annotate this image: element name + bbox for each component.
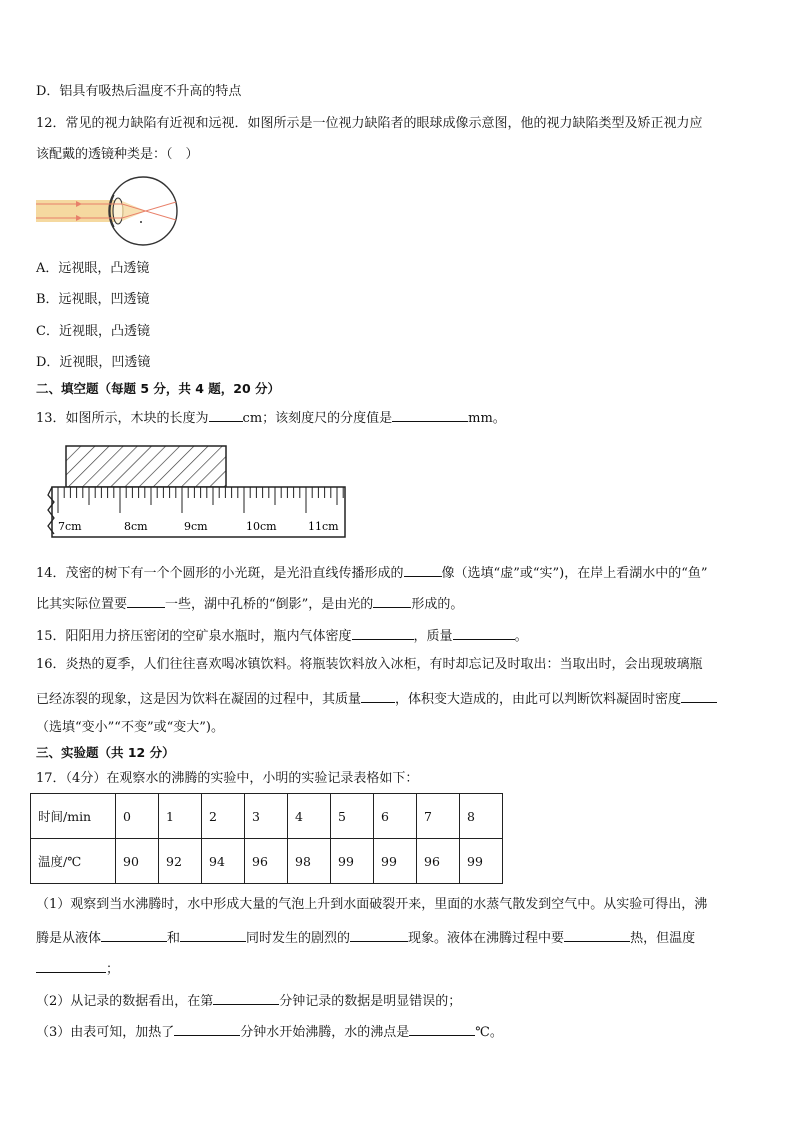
q14-line2 xyxy=(36,594,463,613)
table-cell: 99 xyxy=(374,839,417,884)
ruler-diagram xyxy=(44,440,354,540)
q17-sub1-line3 xyxy=(36,959,119,978)
q16-line2 xyxy=(36,689,717,708)
table-cell: 8 xyxy=(460,794,503,839)
q17-text-5: 热，但温度 xyxy=(630,931,696,946)
table-cell: 92 xyxy=(159,839,202,884)
q17-blank-surface[interactable] xyxy=(101,928,167,942)
q17-sub1-line2 xyxy=(36,928,695,947)
q17-text-2: 和 xyxy=(167,931,181,946)
q17-blank-heat[interactable] xyxy=(564,928,630,942)
q17-blank-wrong-minute[interactable] xyxy=(213,991,279,1005)
q14-blank-phenomenon[interactable] xyxy=(373,594,411,608)
table-cell: 98 xyxy=(288,839,331,884)
q12-option-b: B．远视眼，凹透镜 xyxy=(36,292,150,307)
q14-text-4: 一些，湖中孔桥的“倒影”，是由光的 xyxy=(165,597,374,612)
q14-blank-image-type[interactable] xyxy=(404,563,442,577)
q17-blank-boil-minute[interactable] xyxy=(174,1022,240,1036)
q17-sub2 xyxy=(36,991,461,1010)
q14-text-3: 比其实际位置要 xyxy=(36,597,128,612)
table-cell: 7 xyxy=(417,794,460,839)
q16-blank-mass[interactable] xyxy=(361,689,395,703)
q14-text-5: 形成的。 xyxy=(411,597,464,612)
row-header-temperature: 温度/℃ xyxy=(31,839,116,884)
table-row xyxy=(31,839,503,884)
section-2-heading: 二、填空题（每题 5 分，共 4 题，20 分） xyxy=(36,381,281,396)
q12-option-a: A．远视眼，凸透镜 xyxy=(36,261,150,276)
q17-blank-interior[interactable] xyxy=(180,928,246,942)
q16-line1: 16．炎热的夏季，人们往往喜欢喝冰镇饮料。将瓶装饮料放入冰柜，有时却忘记及时取出：当取出时，会出现玻璃瓶 xyxy=(36,657,703,672)
q14-text-1: 14．茂密的树下有一个个圆形的小光斑，是光沿直线传播形成的 xyxy=(36,566,404,581)
q17-stem: 17．（4分）在观察水的沸腾的实验中，小明的实验记录表格如下： xyxy=(36,771,419,786)
table-cell: 4 xyxy=(288,794,331,839)
q17-text-6: ； xyxy=(106,962,120,977)
ruler-label: 10cm xyxy=(246,520,277,533)
q13-text-2: cm；该刻度尺的分度值是 xyxy=(242,411,393,426)
q13-line xyxy=(36,408,506,427)
q15-text-3: 。 xyxy=(514,629,528,644)
boiling-record-table xyxy=(30,793,503,884)
q15-blank-density[interactable] xyxy=(352,626,414,640)
q13-text-3: mm。 xyxy=(468,411,506,426)
q17-text-8: 分钟记录的数据是明显错误的； xyxy=(279,994,462,1009)
q17-text-10: 分钟水开始沸腾，水的沸点是 xyxy=(240,1025,410,1040)
table-cell: 99 xyxy=(460,839,503,884)
q17-sub3 xyxy=(36,1022,503,1041)
q17-text-9: （3）由表可知，加热了 xyxy=(36,1025,175,1040)
q14-line1 xyxy=(36,563,708,582)
table-cell: 0 xyxy=(116,794,159,839)
table-cell: 1 xyxy=(159,794,202,839)
ruler-label: 7cm xyxy=(58,520,82,533)
eye-diagram xyxy=(36,175,186,247)
q17-text-1: 腾是从液体 xyxy=(36,931,102,946)
table-cell: 5 xyxy=(331,794,374,839)
table-cell: 96 xyxy=(417,839,460,884)
q15-line xyxy=(36,626,528,645)
q15-blank-mass[interactable] xyxy=(453,626,515,640)
table-cell: 3 xyxy=(245,794,288,839)
q17-text-7: （2）从记录的数据看出，在第 xyxy=(36,994,214,1009)
q14-text-2: 像（选填“虚”或“实”)，在岸上看湖水中的“鱼” xyxy=(441,566,708,581)
section-3-heading: 三、实验题（共 12 分） xyxy=(36,745,175,760)
q17-blank-phenomenon[interactable] xyxy=(350,928,408,942)
table-row xyxy=(31,794,503,839)
q13-text-1: 13．如图所示，木块的长度为 xyxy=(36,411,209,426)
table-cell: 96 xyxy=(245,839,288,884)
ruler-label: 9cm xyxy=(184,520,208,533)
q11-option-d: D．铝具有吸热后温度不升高的特点 xyxy=(36,84,242,99)
q16-line3: （选填“变小”“不变”或“变大”)。 xyxy=(36,720,224,735)
table-cell: 94 xyxy=(202,839,245,884)
refracted-beam xyxy=(122,201,146,221)
q17-sub1-line1: （1）观察到当水沸腾时，水中形成大量的气泡上升到水面破裂开来，里面的水蒸气散发到空气中。从实验可得出，沸 xyxy=(36,897,708,912)
table-cell: 2 xyxy=(202,794,245,839)
q13-blank-length[interactable] xyxy=(209,408,243,422)
focus-dot xyxy=(140,221,142,223)
q17-text-11: ℃。 xyxy=(475,1025,503,1040)
wood-block xyxy=(66,446,226,487)
q17-blank-boiling-point[interactable] xyxy=(409,1022,475,1036)
table-cell: 6 xyxy=(374,794,417,839)
q12-option-c: C．近视眼，凸透镜 xyxy=(36,324,150,339)
q15-text-2: ，质量 xyxy=(413,629,453,644)
q15-text-1: 15．阳阳用力挤压密闭的空矿泉水瓶时，瓶内气体密度 xyxy=(36,629,352,644)
row-header-time: 时间/min xyxy=(31,794,116,839)
q12-option-d: D．近视眼，凹透镜 xyxy=(36,355,151,370)
ruler-label: 11cm xyxy=(308,520,339,533)
q16-text-2: ，体积变大造成的，由此可以判断饮料凝固时密度 xyxy=(395,692,682,707)
q17-text-3: 同时发生的剧烈的 xyxy=(246,931,351,946)
q13-blank-division[interactable] xyxy=(392,408,468,422)
q17-text-4: 现象。液体在沸腾过程中要 xyxy=(408,931,565,946)
q16-blank-density[interactable] xyxy=(681,689,717,703)
table-cell: 90 xyxy=(116,839,159,884)
eye-lens xyxy=(113,198,123,224)
q12-stem-line2: 该配戴的透镜种类是：（ ） xyxy=(36,147,199,162)
q16-text-1: 已经冻裂的现象，这是因为饮料在凝固的过程中，其质量 xyxy=(36,692,362,707)
q12-stem-line1: 12．常见的视力缺陷有近视和远视．如图所示是一位视力缺陷者的眼球成像示意图，他的视力缺陷类型及矫正视力应 xyxy=(36,116,703,131)
table-cell: 99 xyxy=(331,839,374,884)
q17-blank-temperature[interactable] xyxy=(36,959,106,973)
q14-blank-position[interactable] xyxy=(127,594,165,608)
ruler-label: 8cm xyxy=(124,520,148,533)
